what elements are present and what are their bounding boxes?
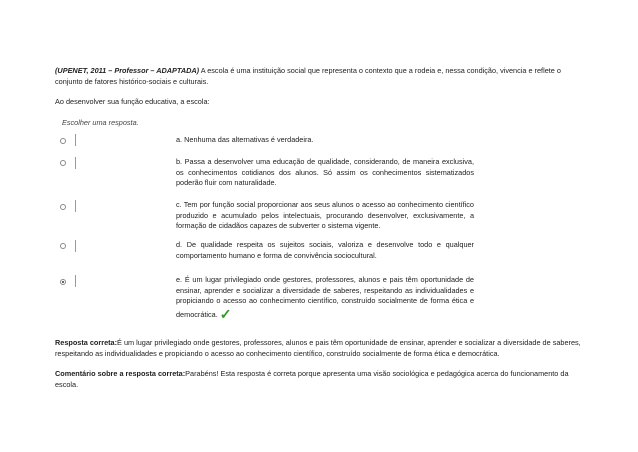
question-text: A escola é uma instituição social que representa o contexto que a rodeia e, nessa condição, vivencia e reflete o conjunto de fatores histórico-sociais e culturais.: [55, 66, 561, 86]
option-divider: [75, 200, 76, 212]
option-e-text: [176, 275, 474, 321]
radio-option-a[interactable]: [60, 138, 66, 144]
radio-option-d[interactable]: [60, 243, 66, 249]
option-divider: [75, 134, 76, 146]
option-divider: [75, 275, 76, 287]
check-icon: ✓: [219, 305, 232, 322]
option-d-text: d. De qualidade respeita os sujeitos sociais, valoriza e desenvolve todo e qualquer comportamento humano e forma de convivência sociocultural.: [176, 240, 474, 260]
radio-option-c[interactable]: [60, 204, 66, 210]
question-prompt: Ao desenvolver sua função educativa, a escola:: [55, 97, 210, 106]
correct-answer-text: É um lugar privilegiado onde gestores, professores, alunos e pais têm oportunidade de ensinar, aprender e socializar a diversidade de saberes, respeitando as individualidades e propiciando o acesso ao conhecimento científico, construído socialmente de forma ética e democrática.: [55, 338, 581, 358]
correct-answer-feedback: [55, 338, 585, 359]
radio-option-e[interactable]: [60, 279, 66, 285]
option-c-text: c. Tem por função social proporcionar aos seus alunos o acesso ao conhecimento científico produzido e acumulado pelos intelectuais, procurando desenvolver, exclusivamente, a formação de cidadãos capazes de subverter o sistema vigente.: [176, 200, 474, 231]
option-e-label: e. É um lugar privilegiado onde gestores, professores, alunos e pais têm oportunidade de ensinar, aprender e socializar a diversidade de saberes, respeitando as individualidades e propiciando o acesso ao conhecimento científico, construído socialmente de forma ética e democrática.: [176, 275, 474, 319]
question-statement: [55, 66, 585, 87]
answer-comment: [55, 369, 585, 390]
question-source: (UPENET, 2011 – Professor – ADAPTADA): [55, 66, 200, 75]
radio-option-b[interactable]: [60, 160, 66, 166]
comment-text: Parabéns! Esta resposta é correta porque apresenta uma visão sociológica e pedagógica acerca do funcionamento da escola.: [55, 369, 569, 389]
comment-label: Comentário sobre a resposta correta:: [55, 369, 186, 378]
option-b-text: b. Passa a desenvolver uma educação de qualidade, considerando, de maneira exclusiva, os conhecimentos cotidianos dos alunos. Só assim os conhecimentos sistematizados poderão fluir com naturalidade.: [176, 157, 474, 188]
option-a-text: a. Nenhuma das alternativas é verdadeira.: [176, 135, 314, 144]
choose-answer-label: Escolher uma resposta.: [62, 118, 139, 127]
correct-answer-label: Resposta correta:: [55, 338, 118, 347]
option-divider: [75, 157, 76, 169]
option-divider: [75, 240, 76, 252]
